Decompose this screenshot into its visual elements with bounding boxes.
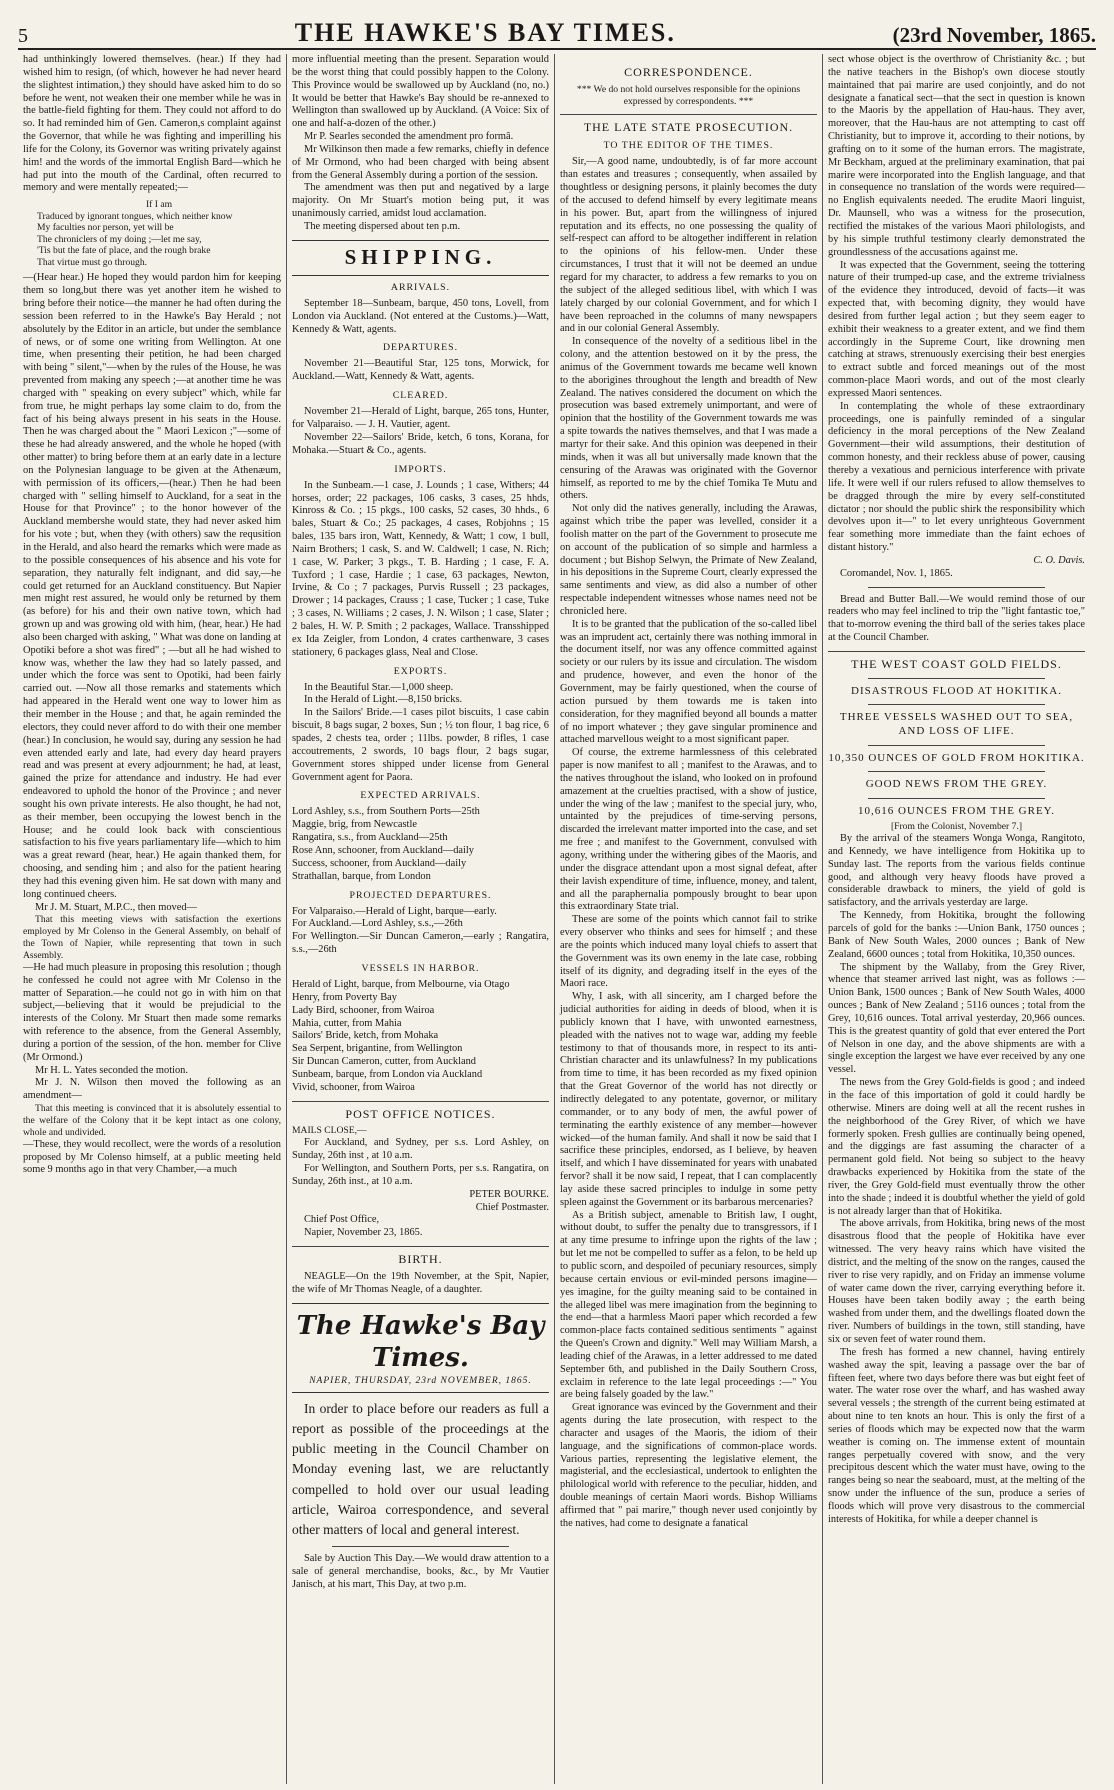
- divider: [868, 678, 1045, 679]
- article-paragraph: Mr Wilkinson then made a few remarks, chiefly in defence of Mr Ormond, who had been charged with being absent from the General Assembly during a portion of the session.: [292, 143, 549, 181]
- vessel-line: Rose Ann, schooner, from Auckland—daily: [292, 844, 474, 856]
- article-paragraph: The shipment by the Wallaby, from the Grey River, whence that steamer arrived last night, was as follows :—Union Bank, 1500 ounces ; Bank of New South Wales, 4000 ounces ; Bank of New Zealand ; 5116 ounces ; total from the Grey, 10,616 ounces. Total arrival yesterday, 20,966 ounces. This is the greatest quantity of gold that ever entered the Port of Nelson in one day, and the above shipments are with a single exception the largest we have ever received by any one vessel.: [828, 961, 1085, 1076]
- flood-heading: DISASTROUS FLOOD AT HOKITIKA.: [851, 684, 1062, 697]
- vessel-line: Sea Serpent, brigantine, from Wellington: [292, 1043, 463, 1055]
- vessel-line: For Auckland.—Lord Ashley, s.s.,—26th: [292, 918, 463, 930]
- letter-paragraph: Not only did the natives generally, including the Arawas, against which tribe the paper was levelled, consider it a foolish matter on the part of the Government to prosecute me on account of the publication of so simple and harmless a document ; but Bishop Selwyn, the Primate of New Zealand, in his depositions in the Supreme Court, clearly expressed the same sentiments and view, as did also a number of other respectable independent witnesses whose names need not be chronicled here.: [560, 503, 817, 617]
- verse-line: That virtue must go through.: [37, 256, 148, 268]
- shipping-entry: September 18—Sunbeam, barque, 450 tons, Lovell, from London via Auckland. (Not entered at the Customs.)—Watt, Kennedy & Watt, agents.: [292, 297, 549, 335]
- exports-heading: EXPORTS.: [393, 665, 448, 677]
- article-paragraph: —These, they would recollect, were the words of a resolution proposed by Mr Colenso himself, at a public meeting held some 9 months ago in that very Chamber,—a much: [23, 1138, 281, 1176]
- vessel-line: Vivid, schooner, from Wairoa: [292, 1081, 415, 1093]
- expected-heading: EXPECTED ARRIVALS.: [360, 790, 481, 802]
- letter-paragraph: Why, I ask, with all sincerity, am I charged before the judicial authorities for aiding in deeds of blood, when it is publicly known that I have, with unwonted earnestness, pleaded with the natives not to wage war, adding my feeble testimony to that of thousands more, in respect to its anti-Christian character and its unlawfulness? In my publications from time to time, it has been recorded as my fixed opinion that the Great Governor of the world has not directly or indirectly delegated to any potentate, governor, or military commander, or to any body of men, the awful power of terminating the earthly existence of any member—however wicked—of the human family. And shall it now be said that I sacrifice these principles, endorsed, as I believe, by heaven itself, and which I have disseminated for years with unabated fervor? shall it be now said, I repeat, that I can complacently lay aside these sacred principles to indulge in some petty spleen against the Government or its barbarous mercenaries?: [560, 991, 817, 1208]
- letter-signature: C. O. Davis.: [1033, 554, 1085, 566]
- shipping-entry: In the Sailors' Bride.—1 cases pilot biscuits, 1 case cabin biscuit, 8 bags sugar, 2 boxes, Sun ; ½ ton flour, 1 bag rice, 6 spades, 2 chests tea, order ; 11lbs. powder, 8 rifles, 1 case accoutrements, 2 swords, 10 bags flour, 2 bags sugar, Government stores shipped under license from General Government agent for Paora.: [292, 707, 549, 783]
- article-paragraph: The meeting dispersed about ten p.m.: [304, 220, 461, 232]
- letter-paragraph: As a British subject, amenable to British law, I ought, without doubt, to suffer the penalty due to transgressors, if I at any time presume to infringe upon the rights of the law ; but let me not be compelled to suffer as a felon, to be held up to public scorn, and despoiled of pecuniary resources, simply because certain envious or evil-minded persons imagine—yes imagine, for the guilty meaning said to be contained in the alleged libel was mere imagination from the beginning to the end—that a harmless Maori paper which recorded a few common-place facts contained seditious sentiments " against the Queen's Crown and dignity." Well may William Marsh, a leading chief of the Arawas, in a letter addressed to me dated September 6th, and published in the Daily Southern Cross, exclaim in reference to the late legal proceedings :—" You are being falsely goaded by the law.": [560, 1209, 817, 1401]
- post-office-name: Chief Post Office,: [304, 1214, 380, 1226]
- article-paragraph: Mr P. Searles seconded the amendment pro formâ.: [304, 131, 514, 143]
- letter-paragraph: Great ignorance was evinced by the Government and their agents during the late prosecution, with respect to the character and usages of the Maoris, the idiom of their language, and the significations of common-place words. Various parties, representing the legislative element, the magisterial, and the ecclesiastical, undertook to enlighten the philological world with reference to the peculiar, hidden, and double meanings of certain Maori words. Bishop Williams affirmed that " pai marire," though never used conjointly by the natives, had come to designate a fanatical: [560, 1402, 817, 1529]
- article-paragraph: more influential meeting than the present. Separation would be the worst thing that could possibly happen to the Colony. This Province would be swallowed up by Auckland (no, no.) It would be better that Hawke's Bay should be re-annexed to Wellington than swallowed up by Auckland. (A Voice: Six of one and half-a-dozen of the other.): [292, 54, 549, 130]
- divider: [868, 704, 1045, 705]
- birth-notice: NEAGLE—On the 19th November, at the Spit, Napier, the wife of Mr Thomas Neagle, of a daughter.: [292, 1270, 549, 1295]
- arrivals-heading: ARRIVALS.: [390, 281, 451, 293]
- vessel-line: Sir Duncan Cameron, cutter, from Auckland: [292, 1056, 476, 1068]
- verse-line: Traduced by ignorant tongues, which neither know: [37, 210, 233, 222]
- letter-paragraph: Of course, the extreme harmlessness of this celebrated paper is now manifest to all ; manifest to the Arawas, and to the natives throughout the island, who looked on in profound amazement at the cruelties practised, with a show of justice, under the wing of the law ; manifest to the special jury, who, untainted by the prejudices of time-serving persons, discarded the irrelevant matter imported into the case, and set me free ; and manifest to the Government, convulsed with agony, writhing under the withering gibes of the Maoris, and under the disgrace attendant upon a most signal defeat, after their lavish expenditure of time, influence, money, and talent, and all the paraphernalia pompously brought to bear upon this extraordinary State trial.: [560, 747, 817, 913]
- verse-line: The chroniclers of my doing ;—let me say,: [37, 233, 202, 245]
- columns: [18, 54, 1096, 1784]
- masthead: [18, 14, 1096, 50]
- letter-place-date: Coromandel, Nov. 1, 1865.: [840, 567, 953, 579]
- verse-line: If I am: [145, 199, 173, 211]
- article-paragraph: Mr H. L. Yates seconded the motion.: [35, 1064, 188, 1076]
- projected-heading: PROJECTED DEPARTURES.: [349, 889, 492, 901]
- vessel-line: Rangatira, s.s., from Auckland—25th: [292, 832, 448, 844]
- page-number: 5: [18, 25, 28, 47]
- divider: [868, 798, 1045, 799]
- vessel-line: Lord Ashley, s.s., from Southern Ports—25th: [292, 806, 480, 818]
- verse-quote: [37, 199, 281, 268]
- letter-paragraph: It was expected that the Government, seeing the tottering nature of their trumped-up case, and the extreme trivialness of the evidence they introduced, devoid of facts—it was expected that, with becoming dignity, they would have desired from further legal action ; but they seem eager to exhibit their weakness to a greater extent, and we find them accordingly in the Supreme Court, like drowning men catching at straws, strenuously exercising their best energies to extract subtle and forced meanings out of the most common-place Maori words, and out of the most clearly expressed Maori sentences.: [828, 259, 1085, 399]
- letter-paragraph: It is to be granted that the publication of the so-called libel was an imprudent act, certainly there was nothing immoral in the document itself, nor was any offence committed against society or our rulers by its issue and circulation. The wisdom and prudence, however, and even the honor of the Government, may be fairly questioned, when the course of action pursued by them towards me is taken into consideration, for they magnified beyond all bounds a matter of no import whatever ; they gave singular prominence and attached marvellous weight to a most significant paper.: [560, 618, 817, 746]
- vessel-line: Maggie, brig, from Newcastle: [292, 819, 417, 831]
- vessel-line: Henry, from Poverty Bay: [292, 991, 397, 1003]
- newspaper-title: THE HAWKE'S BAY TIMES.: [294, 18, 676, 47]
- mail-notice: For Wellington, and Southern Ports, per s.s. Rangatira, on Sunday, 26th inst., at 10 a.m.: [292, 1163, 549, 1187]
- vessel-line: Lady Bird, schooner, from Wairoa: [292, 1004, 435, 1016]
- mails-heading: MAILS CLOSE,—: [292, 1125, 367, 1137]
- vessel-line: For Valparaiso.—Herald of Light, barque—early.: [292, 905, 497, 917]
- column-4: [822, 54, 1090, 1784]
- source-credit: [From the Colonist, November 7.]: [890, 821, 1023, 833]
- shipping-entry: In the Sunbeam.—1 case, J. Lounds ; 1 case, Withers; 44 horses, order; 22 packages, 106 casks, 3 cases, 25 hhds, Kinross & Co. ; 15 pkgs., 100 casks, 52 cases, 30 hhds., 6 bales, Stuart & Co.; 25 packages, 4 cases, Robjohns ; 15 bales, 135 bars iron, Watt, Kennedy, & Watt; 1 cow, 1 bull, Nairn Brothers; 1 cask, S. and W. Caldwell; 1 case, N. Rich; 1 case, W. Parker; 3 pkgs., T. B. Harding ; 1 case, F. A. Tuxford ; 1 case, Hardie ; 1 case, 63 packages, Newton, Irvine, & Co ; 7 packages, Purvis Russell ; 23 packages, Drower ; 14 packages, Crauss ; 1 case, Tucker ; 1 case, Tuke ; 3 cases, N. Williams ; 2 cases, J. N. Wilson ; 1 case, Slater ; 2 bales, H. W. P. Smith ; 2 packages, Wallace. Transshipped ex Ida Zeigler, from London, 4 crates carthenware, 3 cases stationery, 6 packages glass, Neal and Close.: [292, 479, 549, 658]
- column-1: [18, 54, 286, 1784]
- letter-paragraph: sect whose object is the overthrow of Christianity &c. ; but the native teachers in the Bishop's own diocese stoutly maintained that pai marire are used conjointly, and do not designate a fanatical sect—that the sect in question is known to the Maoris by the appellation of Hau-haus. They aver, moreover, that the Hau-haus are not attempting to cast off Christianity, but to improve it, according to their notions, by grafting on to it some of the human errors. The magistrate, Mr Beckham, argued at the preliminary examination, that pai marire were incorporated into the English language, and that in consequence no translation of the words were required—no English equivalents needed. The erudite Maori linguist, Dr. Maunsell, who was a witness for the prosecution, rectified the mistakes of the various Maori philologists, and by his simple truthful testimony clearly demonstrated the groundlessness of the accusations against me.: [828, 54, 1085, 258]
- divider: [868, 745, 1045, 746]
- flood-subheading: THREE VESSELS WASHED OUT TO SEA, AND LOSS OF LIFE.: [839, 711, 1074, 737]
- vessel-line: For Wellington.—Sir Duncan Cameron,—early ; Rangatira, s.s.,—26th: [292, 931, 549, 956]
- vessel-line: Sailors' Bride, ketch, from Mohaka: [292, 1030, 439, 1042]
- article-paragraph: The Kennedy, from Hokitika, brought the following parcels of gold for the banks :—Union Bank, 1750 ounces ; Bank of New South Wales, 2000 ounces ; Bank of New Zealand, 6600 ounces ; total from Hokitika, 10,350 ounces.: [828, 910, 1085, 960]
- resolution-text: That this meeting views with satisfaction the exertions employed by Mr Colenso in the General Assembly, on behalf of the Town of Napier, while representing that town in such Assembly.: [23, 914, 281, 961]
- gold-grey-heading: 10,616 OUNCES FROM THE GREY.: [858, 804, 1055, 817]
- post-office-heading: POST OFFICE NOTICES.: [292, 1101, 549, 1122]
- issue-date: (23rd November, 1865.: [892, 23, 1096, 47]
- article-paragraph: The news from the Grey Gold-fields is good ; and indeed in the face of this importation of gold it could hardly be otherwise. Miners are doing well at all the recent rushes in the neighborhood of the Grey River, of which we have formerly spoken. Fresh gullies are continually being opened, and the diggings are fast assuming the character of a permanent gold field. Not being so subject to the heavy drawbacks experienced by Hokitika from the state of the river, the Grey Gold-field must eventually throw the other into the shade ; indeed it is doubtful whether the yield of gold is not already larger than that of Hokitika.: [828, 1077, 1085, 1217]
- shipping-entry: In the Beautiful Star.—1,000 sheep.: [304, 681, 454, 693]
- vessel-line: Strathallan, barque, from London: [292, 870, 431, 882]
- article-paragraph: had unthinkingly lowered themselves. (hear.) If they had wished him to resign, (of which, however he had never heard the slightest intimation,) they should have asked him to do so before he went, not weaken their one member while he was in the battle-field fighting for them. They could not afford to do so. It had reminded him of Gen. Cameron,s complaint against the Governor, that while he was fighting and imperilling his life for the Colony, its Governor was writing privately against him! and the words of the immortal English Bard—which he had put into the mouth of the Cardinal, often recurred to memory and were mentally repeated;—: [23, 54, 281, 194]
- letter-addressee: TO THE EDITOR OF THE TIMES.: [603, 140, 774, 152]
- verse-line: My faculties nor person, yet will be: [37, 222, 174, 234]
- letter-paragraph: In consequence of the novelty of a seditious libel in the colony, and the attention bestowed on it by the press, the animus of the Government towards me became well known to the aborigines throughout the length and breadth of New Zealand. The natives considered the document on which the prosecution was based extremely unimportant, and were of opinion that the hostility of the Government towards me was a spite towards the natives themselves, and that I was made a martyr for their sake. And this opinion was deepened in their minds, when it was all but universally made known that the censuring of the Arawas was originated with the Governor himself, as reported to me by the chief Tomika Te Mutu and others.: [560, 336, 817, 502]
- vessel-line: Herald of Light, barque, from Melbourne, via Otago: [292, 979, 510, 991]
- postmaster-title: Chief Postmaster.: [475, 1201, 549, 1213]
- divider: [868, 587, 1045, 588]
- article-paragraph: —(Hear hear.) He hoped they would pardon him for keeping them so long,but there was yet another item he wished to bring before their notice—the manner he had often during the session been referred to in the Hawke's Bay Herald ; not absolutely by the Editor in an article, but under the semblance of news, or of some one writing from Wellington. At one time, when presenting their petition, he had been charged with being " silent,"—when by the rules of the House, he was prevented from making any speech ;—at another time he was charged with " speaking on every subject" which, while far from true, he might perhaps lay some claim to do, from the fact of his being always present in his seats in the House. Then he was charged about the " Maori Lexicon ;"—some of these he had already answered, and the whole he hoped (with other matter) to bring before them at an early date in a lecture on the Polynesian language to be given at the Athenæum, with permission of its officers,—(hear.) Then he had been charged with " selling himself to Auckland, for a seat in the House for that Province" ; to the honor however of the Auckland membershe would state, they had never asked him for his vote ; but, when they (with others) saw the requsition in the Herald, and also heard the remarks which were made as to the possible consequences of his absence and his vote for separation, they naturally felt indignant, and did say,—he could get returned for an Auckland constituency. But Napier men might rest assured, he would only be returned by them (as before) for his and their own native town, which had grown up and was growing old with him, (hear, hear.) He had also been charged with asking, " What was done on landing at Opotiki before a shot was fired" ; —but all he had wished to know was, whether the law they had so lately passed, and under which the force was sent to Opotiki, had been fairly carried out. —Now all those remarks and statements which had appeared in the Herald went one way to lower him as their member in the House ; and that, he again reminded the electors, they could never afford to do with their one member (hear.) In conclusion, he would say, during any session he had even attended early and late, had every day heard prayers read and was present at every adjournment; he had, at least, gained the prize for attendance and industry. He had ever endeavored to uphold the honor of the Province ; and never sought his own private interests. He also thought, he had not, as their member, been occupying the lowest bench in the House; and he could look back with conscientious satisfaction to his five years parliamentary life—which to him was a great reward (hear, hear.) He again thanked them, for choosing, and sending him ; and also for the patient hearing they had this evening given him. He sat down with many and long continued cheers.: [23, 272, 281, 900]
- harbor-heading: VESSELS IN HARBOR.: [361, 962, 480, 974]
- grey-news-heading: GOOD NEWS FROM THE GREY.: [865, 778, 1048, 791]
- vessel-line: Mahia, cutter, from Mahia: [292, 1017, 402, 1029]
- divider: [332, 1546, 509, 1547]
- cleared-heading: CLEARED.: [392, 390, 449, 402]
- article-paragraph: The above arrivals, from Hokitika, bring news of the most disastrous flood that the people of Hokitika have ever witnessed. The very heavy rains which have visited the district, and the melting of the snow on the ranges, caused the river to rise very rapidly, and on Friday an immense volume of water came down the river, carrying everything before it. Houses have been taken bodily away ; the earth being washed from under them, and the dwellings floated down the river. Numbers of buildings in the town, still standing, have six or seven feet of water round them.: [828, 1218, 1085, 1345]
- departures-heading: DEPARTURES.: [382, 342, 459, 354]
- shipping-heading: SHIPPING.: [292, 240, 549, 276]
- verse-line: 'Tis but the fate of place, and the rough brake: [37, 245, 211, 257]
- ball-notice: Bread and Butter Ball.—We would remind those of our readers who may feel inclined to trip the "light fantastic toe," that to-morrow evening the third ball of the series takes place at the Council Chamber.: [828, 593, 1085, 644]
- letter-paragraph: In contemplating the whole of these extraordinary proceedings, one is painfully reminded of a singular deficiency in the moral perceptions of the New Zealand Government—their wild assumptions, their destitution of common honesty, and their reckless abuse of power, causing thereby a vexatious and pernicious interference with private life. It were well if our rulers refused to allow themselves to be dragged through the mire by every self-constituted dictator ; nor should the public shirk the responsibility which devolves upon it—" to let every unrighteous Government fear something more immediate than the faint echoes of distant history.": [828, 400, 1085, 554]
- letter-paragraph: Sir,—A good name, undoubtedly, is of far more account than estates and treasures ; consequently, when assailed by thoughtless or designing persons, it plainly becomes the duty of the accused to defend himself by every legitimate means in his power. But, apart from the willingness of injured reputation and its effects, no one possessing the quality of self-respect can afford to be altogether indifferent in relation to the opinions of his fellow-men. Under these circumstances, I trust that it will not be deemed an undue regard for my character, to address a few remarks to you on the subject of the alleged seditious libel, with which I was lately charged by our colonial Government, and for which I have been reproached in the columns of many newspapers and in our colonial General Assembly.: [560, 156, 817, 335]
- column-3: [554, 54, 822, 1784]
- mail-notice: For Auckland, and Sydney, per s.s. Lord Ashley, on Sunday, 26th inst , at 10 a.m.: [292, 1137, 549, 1162]
- divider: [868, 771, 1045, 772]
- birth-heading: BIRTH.: [292, 1246, 549, 1267]
- postmaster-name: PETER BOURKE.: [469, 1188, 549, 1200]
- vessel-line: Sunbeam, barque, from London via Auckland: [292, 1068, 483, 1080]
- vessel-line: Success, schooner, from Auckland—daily: [292, 857, 467, 869]
- article-paragraph: Mr J. N. Wilson then moved the following as an amendment—: [23, 1077, 281, 1102]
- shipping-entry: November 22—Sailors' Bride, ketch, 6 tons, Korana, for Mohaka.—Stuart & Co., agents.: [292, 431, 549, 456]
- paper-dateline: NAPIER, THURSDAY, 23rd NOVEMBER, 1865.: [292, 1376, 549, 1393]
- shipping-entry: In the Herald of Light.—8,150 bricks.: [304, 694, 463, 706]
- paper-title: The Hawke's Bay Times.: [292, 1303, 549, 1374]
- article-paragraph: Mr J. M. Stuart, M.P.C., then moved—: [35, 901, 197, 913]
- resolution-text: That this meeting is convinced that it is absolutely essential to the welfare of the Colony that it be kept intact as one colony, whole and undivided.: [23, 1103, 281, 1138]
- article-paragraph: The amendment was then put and negatived by a large majority. On Mr Stuart's motion being put, it was unanimously carried, amidst loud acclamation.: [292, 182, 549, 220]
- correspondence-heading: CORRESPONDENCE.: [624, 65, 753, 79]
- auction-notice: Sale by Auction This Day.—We would draw attention to a sale of general merchandise, books, &c., by Mr Vautier Janisch, at his mart, This Day, at two p.m.: [292, 1553, 549, 1590]
- leader-paragraph: In order to place before our readers as full a report as possible of the proceedings at the public meeting in the Council Chamber on Monday evening last, we are reluctantly compelled to hold over our usual leading article, Wairoa correspondence, and several other matters of local and general interest.: [292, 1400, 549, 1538]
- article-paragraph: The fresh has formed a new channel, having entirely washed away the spit, leaving a passage over the bar of fifteen feet, where two days before there was but eight feet of water. The water rose over the wharf, and has washed away several vessels ; the strength of the current being estimated at about nine to ten knots an hour. This is only the first of a series of floods which may be expected now that the warm weather is coming on. The immense extent of mountain ranges perpetually covered with snow, and the very precipitous descent which the water must have, owing to the ranges being so near the seaboard, must, at the melting of the snow under the influence of the sun, produce a series of floods which will prove very disastrous to the commercial interests of Hokitika, for while a deeper channel is: [828, 1346, 1085, 1525]
- correspondence-note: *** We do not hold ourselves responsible for the opinions expressed by correspondents. ***: [576, 83, 801, 107]
- shipping-entry: November 21—Herald of Light, barque, 265 tons, Hunter, for Valparaiso. — J. H. Vautier, agent.: [292, 406, 549, 431]
- letter-paragraph: These are some of the points which cannot fail to strike every observer who thinks and sees for himself ; and these are the points which induced many loyal chiefs to assert that the Government was its own enemy in the late case, robbing itself of its dignity, and degrading itself in the eyes of the Maori race.: [560, 914, 817, 990]
- imports-heading: IMPORTS.: [394, 463, 447, 475]
- column-2: [286, 54, 554, 1784]
- post-office-date: Napier, November 23, 1865.: [304, 1227, 423, 1239]
- shipping-entry: November 21—Beautiful Star, 125 tons, Morwick, for Auckland.—Watt, Kennedy & Watt, agents.: [292, 358, 549, 383]
- article-paragraph: By the arrival of the steamers Wonga Wonga, Rangitoto, and Kennedy, we have intelligence from Hokitika up to Sunday last. The reports from the various fields continue good, and although very heavy floods have proved a considerable drawback to miners, the yield of gold is satisfactory, and the arrivals yesterday are large.: [828, 833, 1085, 909]
- gold-hokitika-heading: 10,350 OUNCES OF GOLD FROM HOKITIKA.: [828, 751, 1085, 764]
- article-paragraph: —He had much pleasure in proposing this resolution ; though he confessed he could not agree with Mr Colenso in the matter of Separation.—he could not go in with him on that subject,—believing that it would be prejudicial to the interests of the Colony. Mr Stuart then made some remarks with reference to the absence, from the General Assembly, during a portion of the session, of the hon. member for Clive (Mr Ormond.): [23, 961, 281, 1063]
- gold-fields-heading: THE WEST COAST GOLD FIELDS.: [828, 651, 1085, 672]
- letter-title: THE LATE STATE PROSECUTION.: [560, 114, 817, 135]
